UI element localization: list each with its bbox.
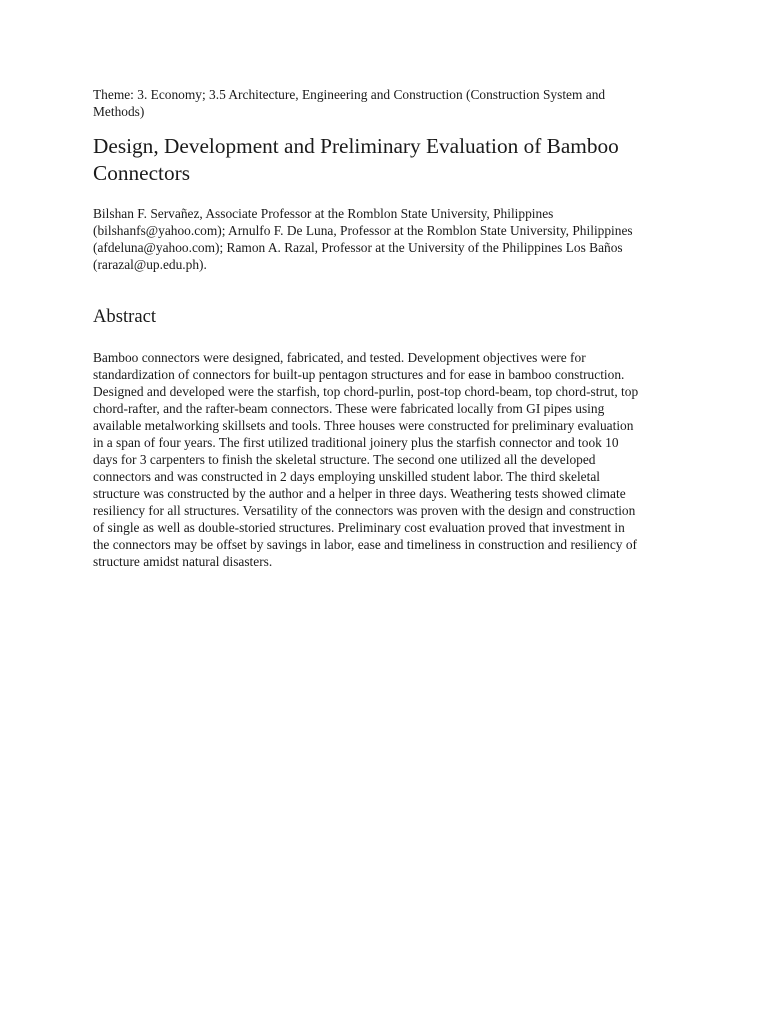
author-affiliations: Bilshan F. Servañez, Associate Professor at the Romblon State University, Philippines (bilshanfs@yahoo.com); Arnulfo F. De Luna, Professor at the Romblon State University, Philippines (afdeluna@yahoo.com); Ramon A. Razal, Professor at the University of the Philippines Los Baños (rarazal@up.edu.ph). <box>93 206 633 272</box>
abstract-body: Bamboo connectors were designed, fabricated, and tested. Development objectives were for standardization of connectors for built-up pentagon structures and for ease in bamboo construction. Designed and developed were the starfish, top chord-purlin, post-top chord-beam, top chord-strut, top chord-rafter, and the rafter-beam connectors. These were fabricated locally from GI pipes using available metalworking skillsets and tools. Three houses were constructed for preliminary evaluation in a span of four years. The first utilized traditional joinery plus the starfish connector and took 10 days for 3 carpenters to finish the skeletal structure. The second one utilized all the developed connectors and was constructed in 2 days employing unskilled student labor. The third skeletal structure was constructed by the author and a helper in three days. Weathering tests showed climate resiliency for all structures. Versatility of the connectors was proven with the design and construction of single as well as double-storied structures. Preliminary cost evaluation proved that investment in the connectors may be offset by savings in labor, ease and timeliness in construction and resiliency of structure amidst natural disasters. <box>93 350 639 569</box>
abstract-heading: Abstract <box>93 306 156 327</box>
theme-line: Theme: 3. Economy; 3.5 Architecture, Engineering and Construction (Construction System and Methods) <box>93 87 606 119</box>
paper-title: Design, Development and Preliminary Evaluation of Bamboo Connectors <box>93 134 619 185</box>
